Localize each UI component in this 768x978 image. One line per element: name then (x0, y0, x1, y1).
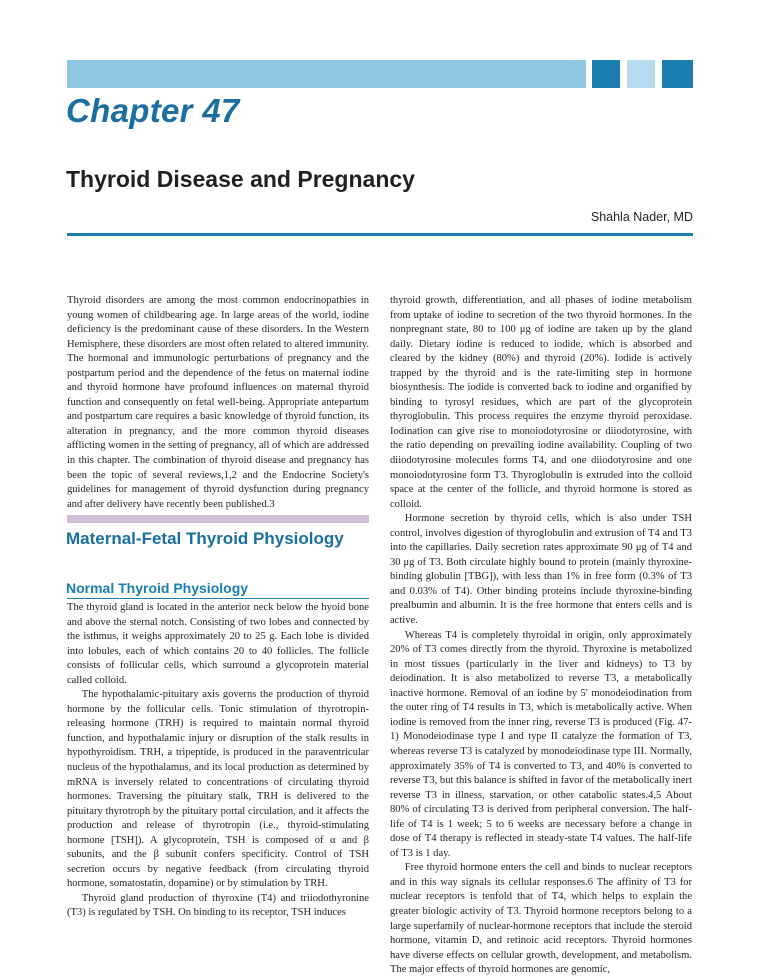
header-square-light (627, 60, 655, 88)
body-paragraph: Hormone secretion by thyroid cells, which is also under TSH control, involves digestion of thyroglobulin and extrusion of T4 and T3 into the capillaries. Daily secretion rates approximate 90 μg of T4 and 30 μg of T3. Both circulate highly bound to protein (mainly thyroxine-binding globulin [TBG]), with less than 1% in free form (0.3% of T3 and 0.03% of T4). Other binding proteins include thyroxine-binding prealbumin and albumin. It is the free hormone that enters cells and is active. (390, 513, 692, 627)
body-paragraph: Free thyroid hormone enters the cell and binds to nuclear receptors and in this way signals its cellular responses.6 The affinity of T3 for nuclear receptors is tenfold that of T4, which helps to explain the greater biologic activity of T3. Thyroid hormone receptors belong to a large superfamily of nuclear-hormone receptors that include the steroid hormone, vitamin D, and retinoic acid receptors. Thyroid hormones have diverse effects on cellular growth, development, and metabolism. The major effects of thyroid hormones are genomic, (390, 862, 692, 976)
body-paragraph: The hypothalamic-pituitary axis governs the production of thyroid hormone by the follicular cells. Tonic stimulation of thyrotropin-releasing hormone (TRH) is required to maintain normal thyroid function, and hypothalamic injury or disruption of the stalk results in hypothyroidism. TRH, a tripeptide, is produced in the paraventricular nucleus of the hypothalamus, and its local production as determined by mRNA is inversely related to concentrations of circulating thyroid hormones. Traversing the pituitary stalk, TRH is delivered to the pituitary thyrotroph by the pituitary portal circulation, and it affects the production and release of thyrotropin (i.e., thyroid-stimulating hormone [TSH]). A glycoprotein, TSH is composed of α and β subunits, and the β subunit confers specificity. Control of TSH secretion occurs by negative feedback (from circulating thyroid hormone, somatostatin, dopamine) or by stimulation by TRH. (67, 689, 369, 890)
section-heading: Maternal-Fetal Thyroid Physiology (66, 529, 344, 548)
section-band (67, 515, 369, 523)
intro-column (67, 294, 369, 512)
header-square-dark (592, 60, 620, 88)
body-paragraph: The thyroid gland is located in the anterior neck below the hyoid bone and above the sternal notch. Consisting of two lobes and connected by the isthmus, it weighs approximately 20 to 25 g. Each lobe is divided into lobules, each of which contains 20 to 40 follicles. The follicle consists of follicular cells, which surround a glycoprotein material called colloid. (67, 602, 369, 686)
title-rule (67, 233, 693, 236)
body-paragraph: Whereas T4 is completely thyroidal in origin, only approximately 20% of T3 comes directly from the thyroid. Thyroxine is metabolized in most tissues (particularly in the liver and kidneys) to T3 by deiodination. It is also metabolized to reverse T3, a metabolically inactive hormone. Removal of an iodine by 5′ monodeiodination from the outer ring of T4 results in T3, which is metabolically active. When iodine is removed from the inner ring, reverse T3 is produced (Fig. 47-1) Monodeiodinase type I and type II catalyze the formation of T3, whereas reverse T3 is catalyzed by monodeiodinase type III. Normally, approximately 35% of T4 is converted to T3, and 40% is converted to reverse T3, but this balance is shifted in favor of the metabolically inert reverse T3 in illness, starvation, or other catabolic states.4,5 About 80% of circulating T3 is derived from peripheral conversion. The half-life of T4 is 1 week; 5 to 6 weeks are necessary before a change in dose of T4 therapy is reflected in steady-state T4 values. The half-life of T3 is 1 day. (390, 629, 692, 859)
subsection-heading: Normal Thyroid Physiology (66, 580, 249, 596)
chapter-number: Chapter 47 (66, 92, 240, 129)
chapter-title: Thyroid Disease and Pregnancy (66, 166, 415, 192)
header-color-bar (67, 60, 586, 88)
body-paragraph: Thyroid gland production of thyroxine (T4) and triiodothyronine (T3) is regulated by TSH. On binding to its receptor, TSH induces (67, 892, 369, 919)
right-column-body (390, 294, 692, 978)
intro-paragraph: Thyroid disorders are among the most common endocrinopathies in young women of childbearing age. In large areas of the world, iodine deficiency is the predominant cause of these disorders. In the Western Hemisphere, these disorders are most often related to altered immunity. The hormonal and immunologic perturbations of pregnancy and the postpartum period and the dependence of the fetus on maternal iodine and thyroid hormone have profound influences on maternal thyroid function and consequently on fetal well-being. Appropriate antepartum and postpartum care requires a basic knowledge of thyroid function, its alteration in pregnancy, and the more common thyroid diseases afflicting women in the setting of pregnancy, all of which are addressed in this chapter. The combination of thyroid disease and pregnancy has been the topic of several reviews,1,2 and the Endocrine Society's guidelines for management of thyroid dysfunction during pregnancy and after delivery have recently been published.3 (67, 295, 369, 510)
author-name: Shahla Nader, MD (590, 210, 693, 224)
body-paragraph: thyroid growth, differentiation, and all phases of iodine metabolism from uptake of iodine to secretion of the two thyroid hormones. In the nonpregnant state, 80 to 100 μg of iodine are taken up by the gland daily. Dietary iodine is reduced to iodide, which is absorbed and cleared by the kidney (80%) and thyroid (20%). Iodide is actively trapped by the thyroid and is the rate-limiting step in hormone biosynthesis. The iodide is converted back to iodine and organified by binding to tyrosyl residues, which are part of the glycoprotein thyroglobulin. This process requires the enzyme thyroid peroxidase. Iodination can give rise to monoiodotyrosine or diiodotyrosine, with the ratio depending on prevailing iodine availability. Coupling of two diiodotyrosine molecules forms T4, and one diiodotyrosine and one monoiodotyrosine form T3. Thyroglobulin is extruded into the colloid space at the center of the follicle, and thyroid hormone is stored as colloid. (390, 295, 692, 510)
subsection-rule (67, 598, 369, 599)
header-square-dark-2 (662, 60, 693, 88)
left-column-body (67, 601, 369, 921)
